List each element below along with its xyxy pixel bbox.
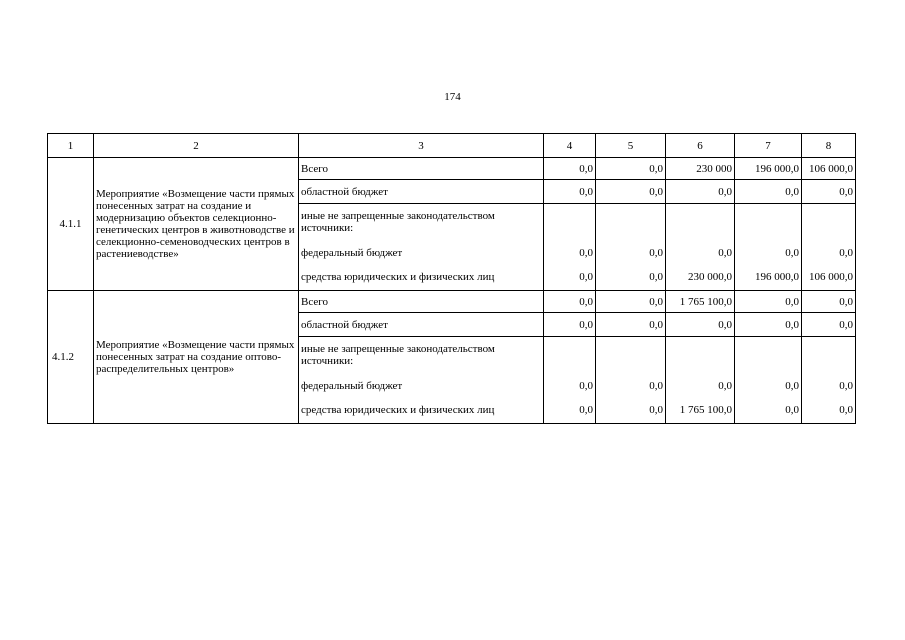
value-cell: 196 000,0 (735, 264, 802, 291)
value-cell: 0,0 (802, 180, 856, 204)
header-cell: 2 (94, 134, 299, 158)
value-cell: 0,0 (544, 180, 596, 204)
value-cell: 0,0 (544, 242, 596, 264)
header-cell: 7 (735, 134, 802, 158)
header-cell: 5 (596, 134, 666, 158)
value-cell: 0,0 (544, 291, 596, 313)
funding-source: федеральный бюджет (299, 375, 544, 397)
header-cell: 8 (802, 134, 856, 158)
funding-source: Всего (299, 291, 544, 313)
budget-table (47, 133, 856, 424)
value-cell: 0,0 (735, 397, 802, 424)
funding-source: средства юридических и физических лиц (299, 264, 544, 291)
value-cell: 0,0 (596, 180, 666, 204)
value-cell: 0,0 (802, 397, 856, 424)
funding-source: Всего (299, 158, 544, 180)
measure-code: 4.1.1 (48, 158, 94, 291)
value-cell (735, 337, 802, 376)
value-cell: 0,0 (544, 313, 596, 337)
table-row (48, 158, 856, 180)
value-cell: 0,0 (544, 158, 596, 180)
funding-source: средства юридических и физических лиц (299, 397, 544, 424)
header-row (48, 134, 856, 158)
page-number: 174 (444, 91, 461, 103)
value-cell: 0,0 (596, 313, 666, 337)
value-cell: 0,0 (735, 180, 802, 204)
value-cell: 0,0 (666, 180, 735, 204)
funding-source: иные не запрещенные законодательством источники: (299, 204, 544, 243)
value-cell (666, 204, 735, 243)
value-cell: 1 765 100,0 (666, 291, 735, 313)
measure-name: Мероприятие «Возмещение части прямых понесенных затрат на создание оптово-распределительных центров» (94, 291, 299, 424)
header-cell: 4 (544, 134, 596, 158)
value-cell: 0,0 (596, 158, 666, 180)
header-cell: 3 (299, 134, 544, 158)
value-cell: 0,0 (666, 375, 735, 397)
value-cell: 0,0 (666, 313, 735, 337)
value-cell: 106 000,0 (802, 158, 856, 180)
header-cell: 1 (48, 134, 94, 158)
value-cell: 0,0 (596, 264, 666, 291)
table-row (48, 291, 856, 313)
measure-name: Мероприятие «Возмещение части прямых понесенных затрат на создание и модернизацию объектов селекционно-генетических центров в животноводстве и селекционно-семеноводческих центров в растениеводстве» (94, 158, 299, 291)
value-cell: 0,0 (802, 313, 856, 337)
funding-source: иные не запрещенные законодательством источники: (299, 337, 544, 376)
value-cell (544, 337, 596, 376)
value-cell: 106 000,0 (802, 264, 856, 291)
value-cell: 0,0 (596, 291, 666, 313)
value-cell (802, 204, 856, 243)
value-cell: 0,0 (802, 242, 856, 264)
value-cell (596, 337, 666, 376)
value-cell (666, 337, 735, 376)
funding-source: областной бюджет (299, 313, 544, 337)
value-cell (735, 204, 802, 243)
funding-source: областной бюджет (299, 180, 544, 204)
header-cell: 6 (666, 134, 735, 158)
value-cell: 0,0 (596, 375, 666, 397)
value-cell: 0,0 (802, 375, 856, 397)
value-cell: 0,0 (544, 397, 596, 424)
value-cell (544, 204, 596, 243)
value-cell: 0,0 (735, 313, 802, 337)
value-cell: 0,0 (802, 291, 856, 313)
value-cell: 0,0 (735, 375, 802, 397)
value-cell (802, 337, 856, 376)
value-cell: 230 000 (666, 158, 735, 180)
value-cell: 0,0 (735, 242, 802, 264)
measure-code: 4.1.2 (48, 291, 94, 424)
value-cell: 196 000,0 (735, 158, 802, 180)
value-cell: 1 765 100,0 (666, 397, 735, 424)
value-cell: 0,0 (666, 242, 735, 264)
funding-source: федеральный бюджет (299, 242, 544, 264)
value-cell: 230 000,0 (666, 264, 735, 291)
value-cell: 0,0 (544, 375, 596, 397)
value-cell: 0,0 (735, 291, 802, 313)
value-cell (596, 204, 666, 243)
value-cell: 0,0 (544, 264, 596, 291)
value-cell: 0,0 (596, 242, 666, 264)
value-cell: 0,0 (596, 397, 666, 424)
